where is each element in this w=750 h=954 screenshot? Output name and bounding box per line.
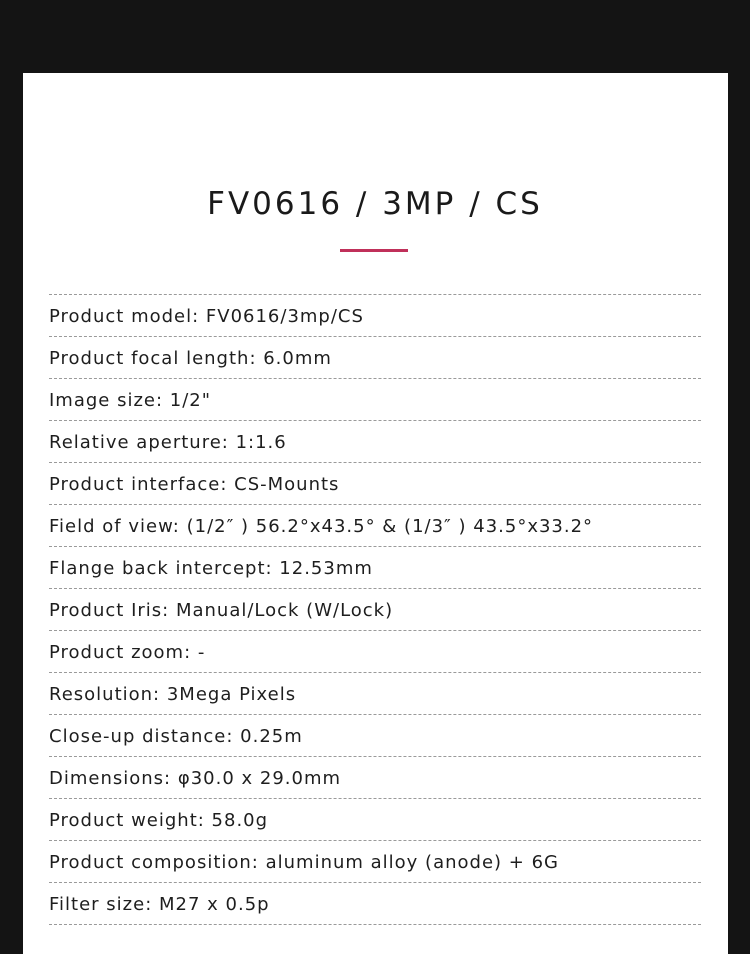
spec-text: Product composition: aluminum alloy (anode) + 6G (49, 851, 559, 873)
spec-row-image-size (49, 379, 701, 421)
spec-text: Resolution: 3Mega Pixels (49, 683, 297, 705)
spec-row-model (49, 295, 701, 337)
spec-text: Field of view: (1/2″ ) 56.2°x43.5° & (1/3″ ) 43.5°x33.2° (49, 515, 594, 537)
spec-text: Product interface: CS-Mounts (49, 473, 340, 495)
spec-text: Product focal length: 6.0mm (49, 347, 332, 369)
spec-row-composition (49, 841, 701, 883)
spec-row-field-of-view (49, 505, 701, 547)
spec-row-focal-length (49, 337, 701, 379)
spec-list (49, 294, 701, 925)
spec-text: Product model: FV0616/3mp/CS (49, 305, 364, 327)
spec-row-interface (49, 463, 701, 505)
spec-row-filter-size (49, 883, 701, 925)
spec-text: Flange back intercept: 12.53mm (49, 557, 373, 579)
spec-row-aperture (49, 421, 701, 463)
spec-row-zoom (49, 631, 701, 673)
spec-text: Dimensions: φ30.0 x 29.0mm (49, 767, 342, 789)
spec-text: Relative aperture: 1:1.6 (49, 431, 287, 453)
spec-row-close-up-distance (49, 715, 701, 757)
spec-row-weight (49, 799, 701, 841)
spec-text: Product weight: 58.0g (49, 809, 269, 831)
spec-text: Close-up distance: 0.25m (49, 725, 303, 747)
title-accent-line (340, 249, 408, 252)
spec-text: Product zoom: - (49, 641, 206, 663)
spec-text: Image size: 1/2" (49, 389, 212, 411)
spec-row-dimensions (49, 757, 701, 799)
spec-row-flange-back (49, 547, 701, 589)
product-title: FV0616 / 3MP / CS (207, 186, 543, 222)
spec-text: Product Iris: Manual/Lock (W/Lock) (49, 599, 394, 621)
spec-row-iris (49, 589, 701, 631)
spec-text: Filter size: M27 x 0.5p (49, 893, 270, 915)
spec-row-resolution (49, 673, 701, 715)
